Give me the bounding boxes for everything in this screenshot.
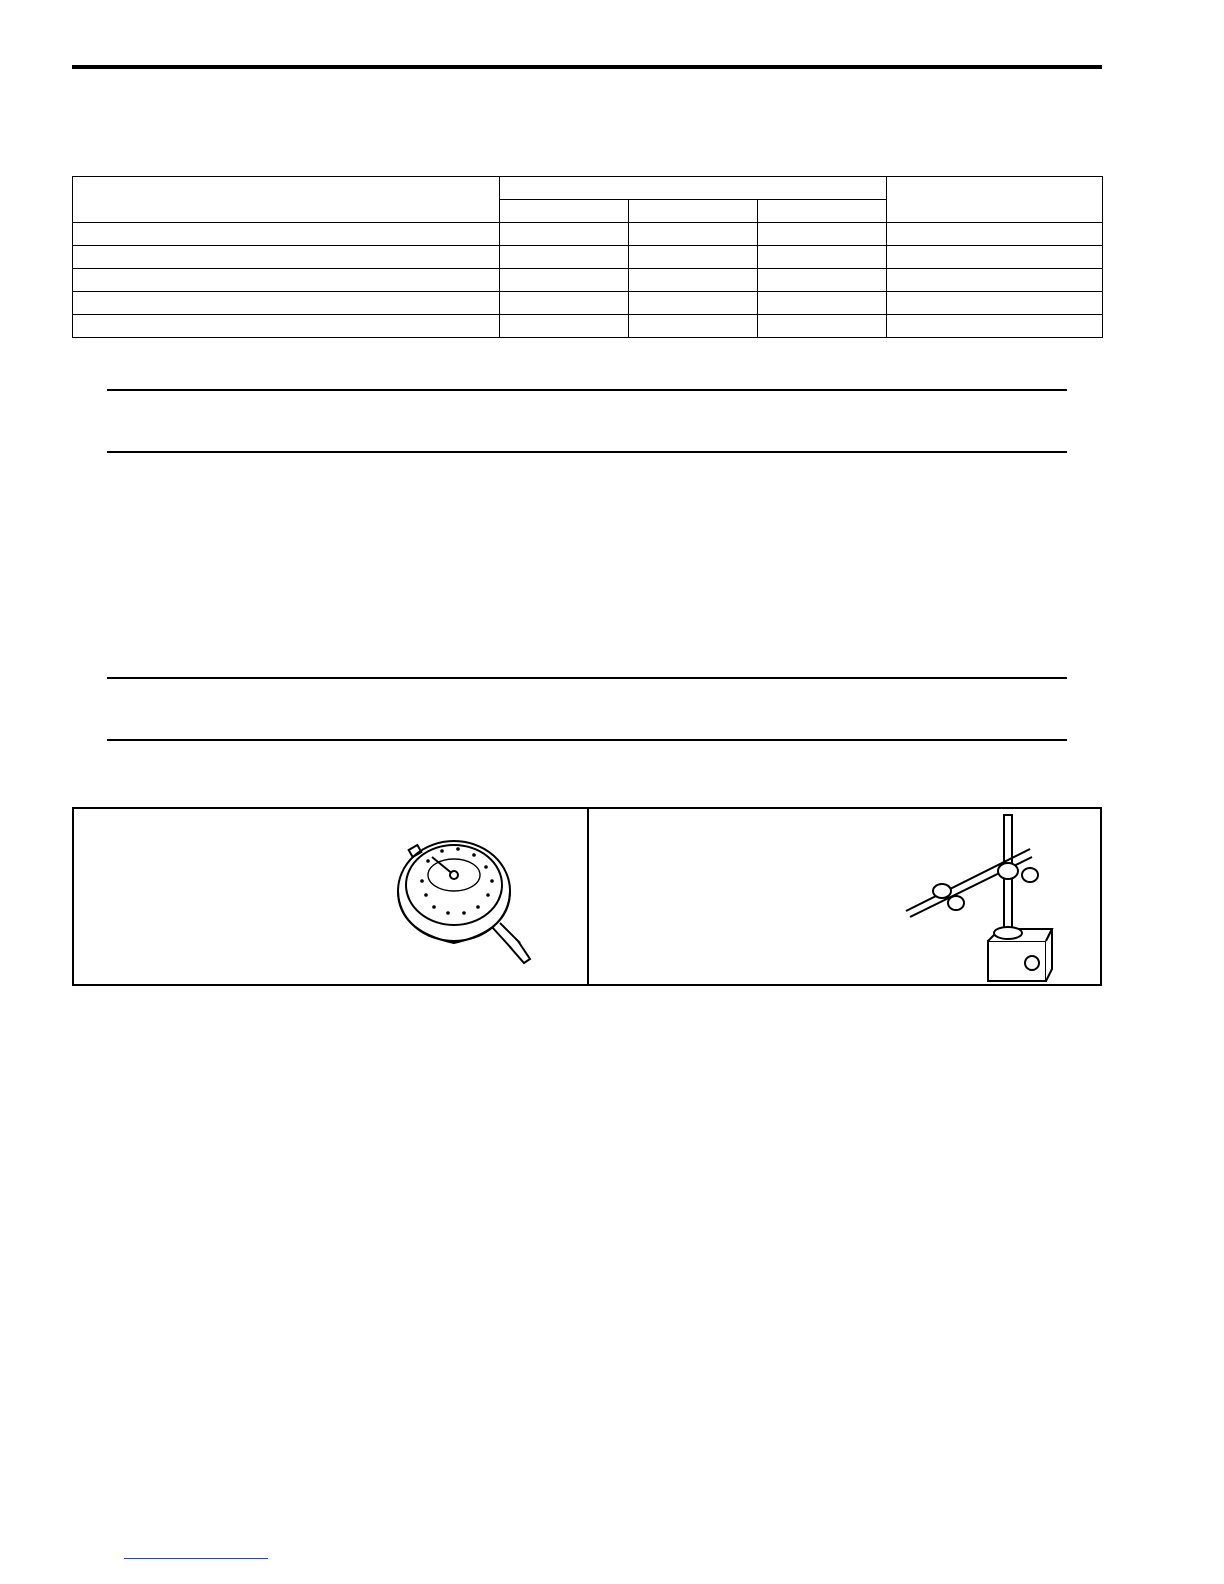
table-cell: [500, 315, 629, 338]
table-cell: [500, 223, 629, 246]
table-header-row: [73, 177, 1103, 200]
item-header-cell: [73, 177, 500, 223]
table-cell: [629, 223, 758, 246]
note-header-cell: [887, 177, 1103, 223]
table-cell: [500, 292, 629, 315]
note-rule-top: [107, 677, 1067, 679]
specification-table: [72, 176, 1103, 338]
table-cell: [73, 315, 500, 338]
table-row: [73, 246, 1103, 269]
table-cell: [758, 269, 887, 292]
subheader-cell: [629, 200, 758, 223]
note-rule-bottom: [107, 451, 1067, 453]
table-row: [73, 292, 1103, 315]
table-cell: [500, 246, 629, 269]
table-cell: [500, 269, 629, 292]
table-cell: [887, 246, 1103, 269]
table-cell: [758, 223, 887, 246]
tools-divider: [587, 809, 589, 984]
note-rule-bottom: [107, 739, 1067, 741]
table-cell: [629, 246, 758, 269]
group-header-cell: [500, 177, 887, 200]
table-row: [73, 223, 1103, 246]
table-cell: [758, 246, 887, 269]
table-row: [73, 315, 1103, 338]
header-rule: [72, 65, 1102, 69]
subheader-cell: [500, 200, 629, 223]
table-cell: [73, 246, 500, 269]
footer-link-underline[interactable]: [124, 1558, 268, 1559]
special-tools-box: [72, 807, 1102, 986]
table-cell: [629, 292, 758, 315]
note-rule-top: [107, 389, 1067, 391]
table-cell: [758, 292, 887, 315]
table-cell: [887, 292, 1103, 315]
table-row: [73, 269, 1103, 292]
table-cell: [887, 223, 1103, 246]
table-cell: [758, 315, 887, 338]
table-cell: [73, 292, 500, 315]
table-cell: [73, 223, 500, 246]
table-cell: [887, 315, 1103, 338]
table-cell: [887, 269, 1103, 292]
magnetic-stand-icon: [902, 813, 1072, 985]
table-cell: [73, 269, 500, 292]
dial-gauge-icon: [392, 831, 532, 976]
subheader-cell: [758, 200, 887, 223]
table-cell: [629, 315, 758, 338]
table-cell: [629, 269, 758, 292]
